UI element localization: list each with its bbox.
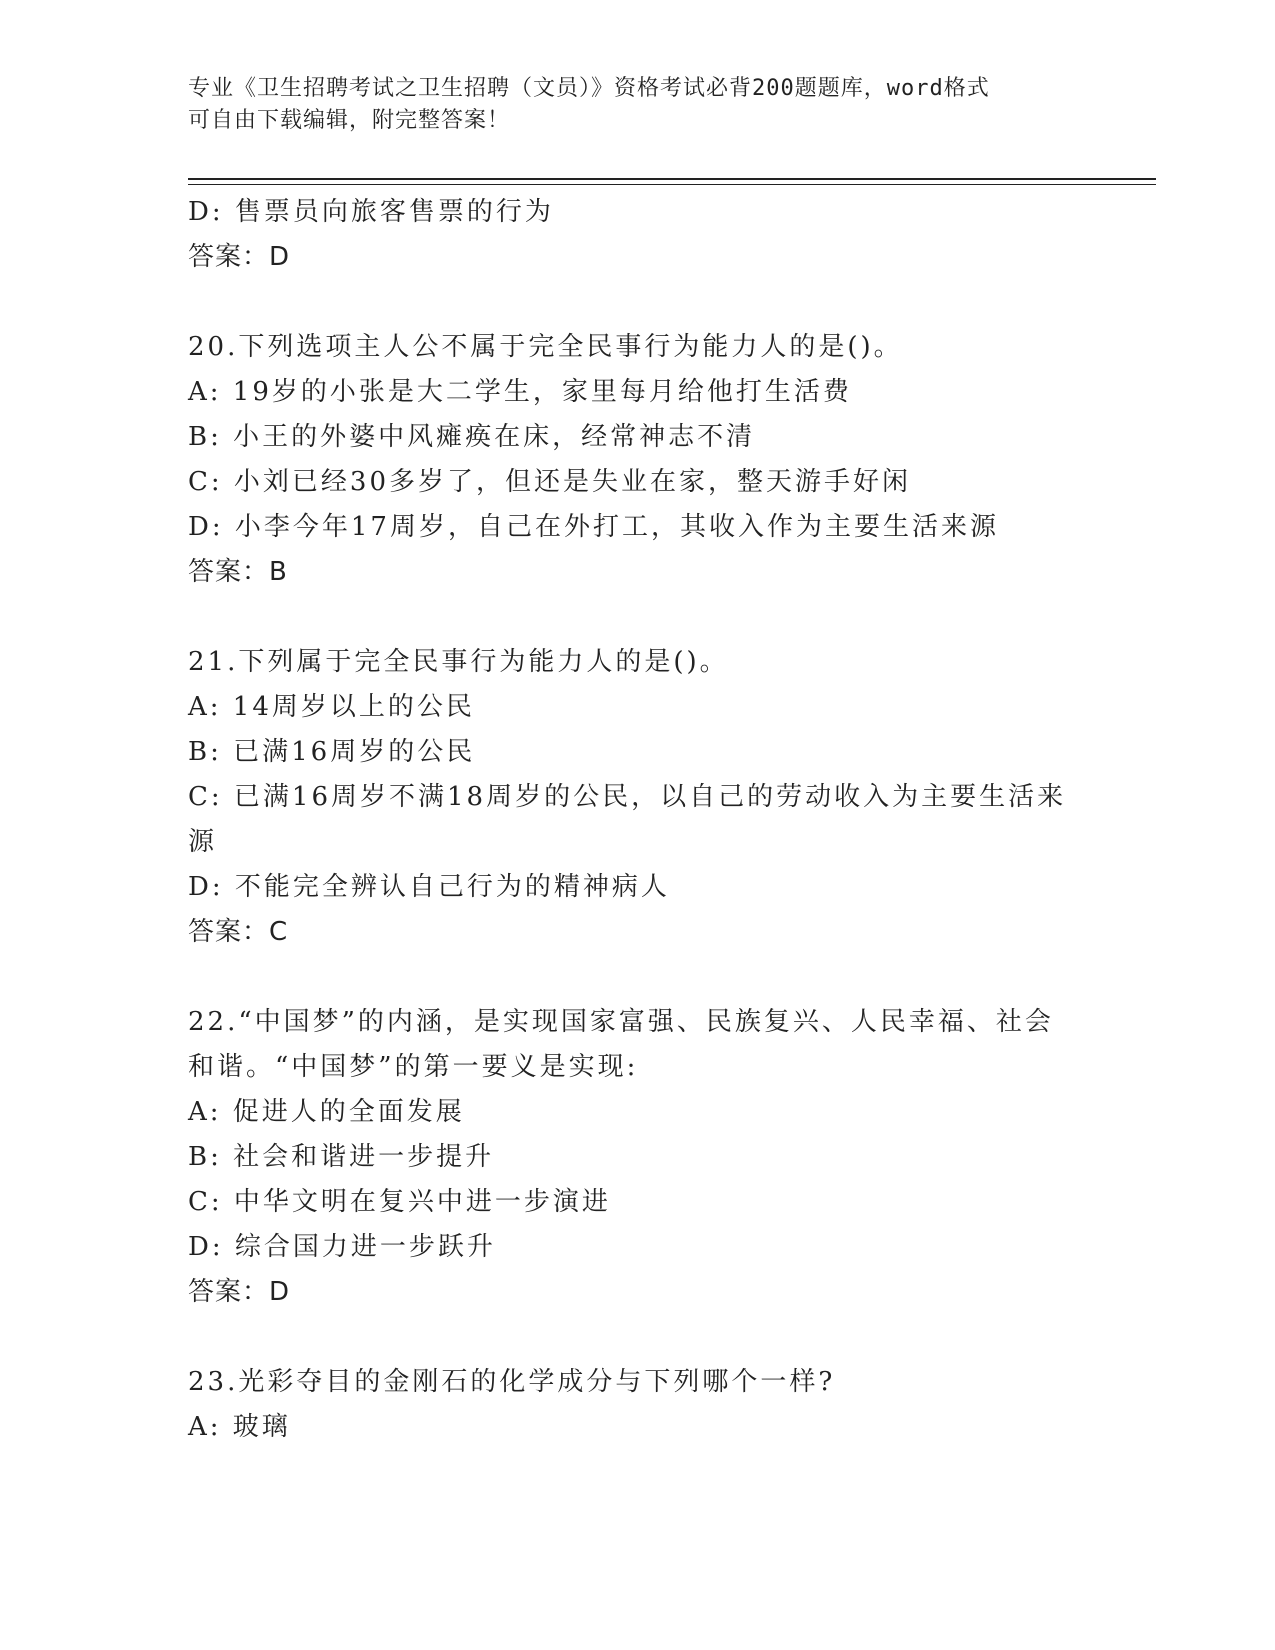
header-line-1: 专业《卫生招聘考试之卫生招聘（文员）》资格考试必背200题题库，word格式 (188, 76, 990, 101)
answer: 答案：D (188, 1277, 291, 1307)
spacer (188, 955, 1078, 1000)
question-22 (188, 1000, 1078, 1315)
question-21 (188, 640, 1078, 955)
answer: 答案：D (188, 242, 291, 272)
question-stem: 21.下列属于完全民事行为能力人的是()。 (188, 647, 729, 677)
question-list (188, 190, 1078, 1450)
option-a: A: 玻璃 (188, 1412, 291, 1442)
header-line-2: 可自由下载编辑，附完整答案！ (188, 108, 511, 133)
option-d: D: 综合国力进一步跃升 (188, 1232, 496, 1262)
option-c: C: 中华文明在复兴中进一步演进 (188, 1187, 611, 1217)
option-a: A: 14周岁以上的公民 (188, 692, 475, 722)
answer: 答案：C (188, 917, 289, 947)
question-stem: 23.光彩夺目的金刚石的化学成分与下列哪个一样? (188, 1367, 836, 1397)
option-b: B: 社会和谐进一步提升 (188, 1142, 495, 1172)
option-d: D: 不能完全辨认自己行为的精神病人 (188, 872, 670, 902)
answer: 答案：B (188, 557, 288, 587)
spacer (188, 595, 1078, 640)
option-d: D: 售票员向旅客售票的行为 (188, 197, 554, 227)
header-divider-thin (188, 184, 1156, 185)
question-23 (188, 1360, 1078, 1450)
spacer (188, 1315, 1078, 1360)
question-20 (188, 325, 1078, 595)
question-stem: 22.“中国梦”的内涵，是实现国家富强、民族复兴、人民幸福、社会和谐。“中国梦”的第一要义是实现: (188, 1007, 1054, 1082)
header-divider-thick (188, 178, 1156, 180)
option-b: B: 小王的外婆中风瘫痪在床，经常神志不清 (188, 422, 756, 452)
spacer (188, 280, 1078, 325)
option-d: D: 小李今年17周岁，自己在外打工，其收入作为主要生活来源 (188, 512, 999, 542)
option-b: B: 已满16周岁的公民 (188, 737, 476, 767)
question-stem: 20.下列选项主人公不属于完全民事行为能力人的是()。 (188, 332, 903, 362)
option-c: C: 已满16周岁不满18周岁的公民，以自己的劳动收入为主要生活来源 (188, 782, 1067, 857)
option-a: A: 促进人的全面发展 (188, 1097, 465, 1127)
option-c: C: 小刘已经30多岁了，但还是失业在家，整天游手好闲 (188, 467, 912, 497)
option-a: A: 19岁的小张是大二学生，家里每月给他打生活费 (188, 377, 852, 407)
document-header (188, 73, 1078, 137)
